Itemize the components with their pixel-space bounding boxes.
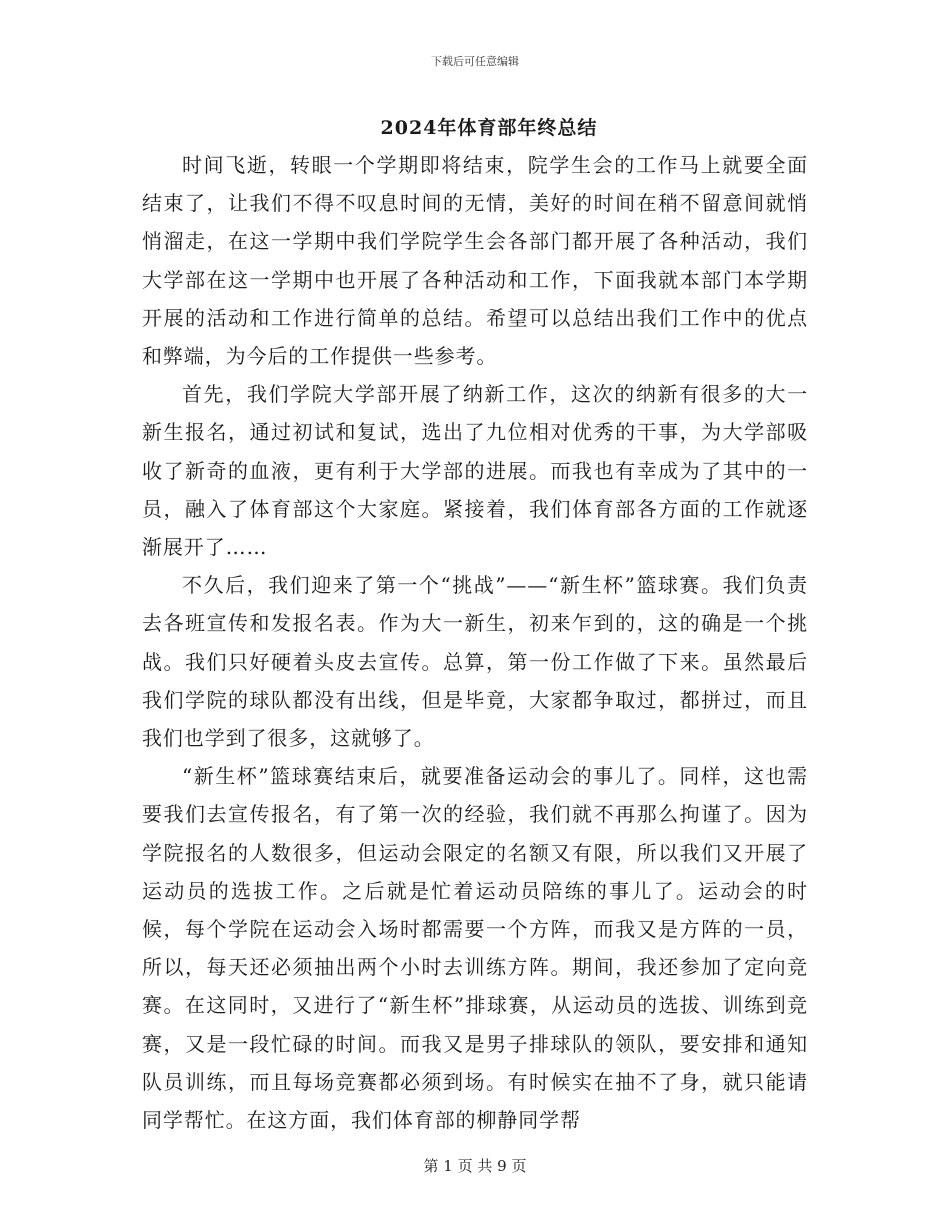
paragraph-sports-meet: “新生杯”篮球赛结束后，就要准备运动会的事儿了。同样，这也需要我们去宣传报名，有了第一次的经验，我们就不再那么拘谨了。因为学院报名的人数很多，但运动会限定的名额又有限，所以我们又开展了运动员的选拔工作。之后就是忙着运动员陪练的事儿了。运动会的时候，每个学院在运动会入场时都需要一个方阵，而我又是方阵的一员，所以，每天还必须抽出两个小时去训练方阵。期间，我还参加了定向竞赛。在这同时，又进行了“新生杯”排球赛，从运动员的选拔、训练到竞赛，又是一段忙碌的时间。而我又是男子排球队的领队，要安排和通知队员训练，而且每场竞赛都必须到场。有时候实在抽不了身，就只能请同学帮忙。在这方面，我们体育部的柳静同学帮 [142, 764, 808, 1133]
paragraph-intro: 时间飞逝，转眼一个学期即将结束，院学生会的工作马上就要全面结束了，让我们不得不叹息时间的无情，美好的时间在稍不留意间就悄悄溜走，在这一学期中我们学院学生会各部门都开展了各种活动，我们大学部在这一学期中也开展了各种活动和工作，下面我就本部门本学期开展的活动和工作进行简单的总结。希望可以总结出我们工作中的优点和弊端，为今后的工作提供一些参考。 [142, 153, 808, 369]
document-body [142, 146, 808, 1139]
page-number: 第 1 页 共 9 页 [423, 1157, 527, 1175]
document-title: 2024年体育部年终总结 [380, 117, 598, 139]
page-header-note: 下载后可任意编辑 [431, 55, 519, 68]
paragraph-basketball: 不久后，我们迎来了第一个“挑战”——“新生杯”篮球赛。我们负责去各班宣传和发报名表。作为大一新生，初来乍到的，这的确是一个挑战。我们只好硬着头皮去宣传。总算，第一份工作做了下来。虽然最后我们学院的球队都没有出线，但是毕竟，大家都争取过，都拼过，而且我们也学到了很多，这就够了。 [142, 573, 808, 751]
paragraph-recruitment: 首先，我们学院大学部开展了纳新工作，这次的纳新有很多的大一新生报名，通过初试和复试，选出了九位相对优秀的干事，为大学部吸收了新奇的血液，更有利于大学部的进展。而我也有幸成为了其中的一员，融入了体育部这个大家庭。紧接着，我们体育部各方面的工作就逐渐展开了…… [142, 382, 808, 560]
